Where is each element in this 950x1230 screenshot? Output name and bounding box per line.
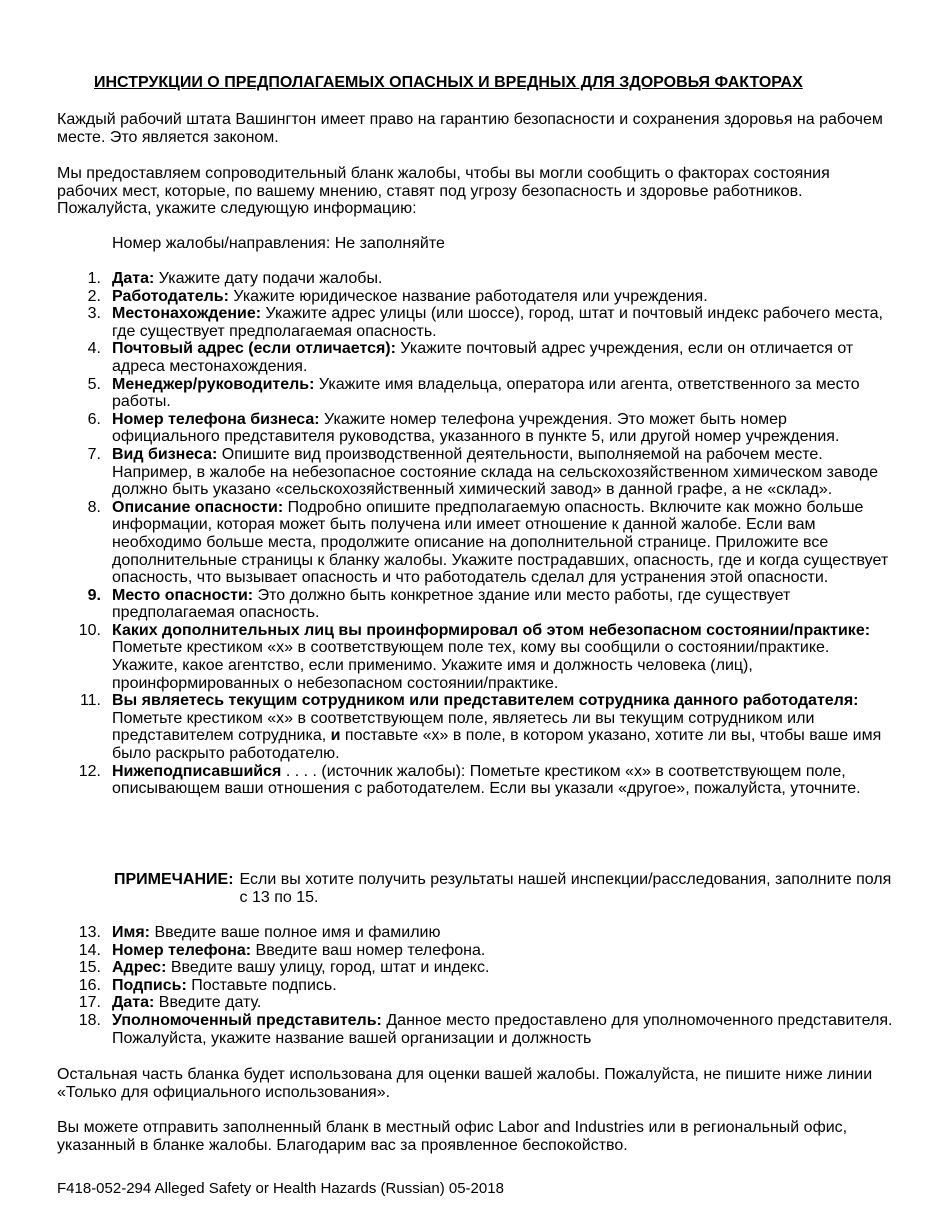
instructions-list (57, 270, 897, 798)
item-number: 10. (78, 621, 101, 639)
item-number: 11. (79, 692, 101, 710)
item-text: Опишите вид производственной деятельности, выполняемой на рабочем месте. Например, в жалобе на небезопасное состояние склада на сельскохозяйственном химическом заводе должно быть указано «сельскохозяйственный химический завод» в данной графе, а не «склад». (112, 445, 879, 499)
list-item (57, 692, 897, 762)
item-text: Введите вашу улицу, город, штат и индекс. (166, 959, 490, 977)
item-number: 2. (87, 287, 101, 305)
item-text: Введите ваше полное имя и фамилию (150, 924, 441, 941)
item-text: Укажите дату подачи жалобы. (154, 270, 383, 287)
list-item (57, 942, 897, 960)
item-label: Нижеподписавшийся (112, 762, 282, 780)
item-text: Укажите почтовый адрес учреждения, если он отличается от адреса местонахождения. (112, 340, 854, 375)
item-label: Имя: (112, 924, 150, 941)
item-number: 12. (78, 762, 101, 780)
item-text: Укажите адрес улицы (или шоссе), город, штат и почтовый индекс рабочего места, где существует предполагаемая опасность. (112, 305, 883, 340)
item-label: Уполномоченный представитель: (112, 1011, 382, 1029)
item-text: Укажите юридическое название работодателя или учреждения. (228, 287, 708, 305)
item-label: Работодатель: (112, 287, 229, 305)
note-label: ПРИМЕЧАНИЕ: (114, 871, 234, 888)
page-title: ИНСТРУКЦИИ О ПРЕДПОЛАГАЕМЫХ ОПАСНЫХ И ВРЕДНЫХ ДЛЯ ЗДОРОВЬЯ ФАКТОРАХ (94, 74, 803, 91)
item-number: 15. (78, 959, 101, 977)
item-label: Адрес: (112, 959, 167, 977)
instructions-paragraph: Мы предоставляем сопроводительный бланк жалобы, чтобы вы могли сообщить о факторах состояния рабочих мест, которые, по вашему мнению, ставят под угрозу безопасность и здоровье работников. Пожалуйста, укажите следующую информацию: (57, 165, 830, 218)
list-item (57, 763, 897, 798)
list-item (57, 924, 897, 942)
item-label: Номер телефона бизнеса: (112, 410, 320, 428)
item-number: 4. (87, 340, 101, 358)
list-item (57, 288, 897, 306)
list-item (57, 622, 897, 692)
item-label: Вы являетесь текущим сотрудником или представителем сотрудника данного работодателя: (112, 692, 859, 710)
item-label: Почтовый адрес (если отличается): (112, 340, 396, 358)
item-label: Местонахождение: (112, 305, 262, 323)
submission-paragraph: Вы можете отправить заполненный бланк в местный офис Labor and Industries или в региональный офис, указанный в бланке жалобы. Благодарим вас за проявленное беспокойство. (57, 1119, 848, 1154)
item-text: Данное место предоставлено для уполномоченного представителя. Пожалуйста, укажите название вашей организации и должность (112, 1011, 893, 1047)
item-label: Номер телефона: (112, 941, 252, 959)
item-label: Дата: (112, 994, 155, 1012)
note-text: Если вы хотите получить результаты нашей инспекции/расследования, заполните поля с 13 по 15. (239, 871, 892, 906)
item-text: Пометьте крестиком «x» в соответствующем поле, являетесь ли вы текущим сотрудником или представителем сотрудника, (112, 709, 815, 745)
item-label: Место опасности: (112, 586, 254, 604)
list-item (57, 270, 897, 288)
list-item (57, 411, 897, 446)
item-number: 6. (87, 410, 101, 428)
item-label: Описание опасности: (112, 498, 284, 516)
list-item (57, 340, 897, 375)
item-text: Введите ваш номер телефона. (251, 941, 486, 959)
list-item (57, 994, 897, 1012)
item-number: 8. (87, 498, 101, 516)
item-label: Менеджер/руководитель: (112, 375, 315, 393)
list-item (57, 376, 897, 411)
item-text: Укажите номер телефона учреждения. Это может быть номер официального представителя руководства, указанного в пункте 5, или другой номер учреждения. (112, 410, 840, 446)
item-text: Подробно опишите предполагаемую опасность. Включите как можно больше информации, которая может быть получена или имеет отношение к данной жалобе. Если вам необходимо больше места, продолжите описание на дополнительной странице. Приложите все дополнительные страницы к бланку жалобы. Укажите пострадавших, опасность, где и когда существует опасность, что вызывает опасность и что работодатель сделал для устранения этой опасности. (112, 498, 889, 587)
item-text-emphasis: и (330, 727, 341, 745)
item-number: 7. (87, 445, 101, 463)
item-number: 5. (87, 375, 101, 393)
list-item (57, 305, 897, 340)
outro-paragraph: Остальная часть бланка будет использована для оценки вашей жалобы. Пожалуйста, не пишите ниже линии «Только для официального использования». (57, 1066, 873, 1101)
item-label: Каких дополнительных лиц вы проинформировал об этом небезопасном состоянии/практике: (112, 621, 871, 639)
item-label: Вид бизнеса: (112, 445, 218, 463)
item-number: 14. (78, 941, 101, 959)
item-number: 17. (78, 994, 101, 1012)
note-block (114, 871, 894, 906)
item-number: 13. (78, 924, 101, 941)
contact-instructions-list (57, 924, 897, 1047)
item-text: . . . . (источник жалобы): Пометьте крестиком «x» в соответствующем поле, описывающем ваши отношения с работодателем. Если вы указали «другое», пожалуйста, уточните. (112, 762, 861, 798)
item-number: 3. (87, 305, 101, 323)
list-item (57, 499, 897, 587)
complaint-number-line: Номер жалобы/направления: Не заполняйте (112, 235, 445, 252)
item-number: 1. (87, 270, 101, 287)
form-footer: F418-052-294 Alleged Safety or Health Hazards (Russian) 05-2018 (57, 1180, 504, 1197)
list-item (57, 1012, 897, 1047)
intro-paragraph: Каждый рабочий штата Вашингтон имеет право на гарантию безопасности и сохранения здоровья на рабочем месте. Это является законом. (57, 111, 883, 146)
item-text: Пометьте крестиком «x» в соответствующем поле тех, кому вы сообщили о состоянии/практике. Укажите, какое агентство, если применимо. Укажите имя и должность человека (лиц), проинформированных о небезопасном состоянии/практике. (112, 639, 830, 692)
list-item (57, 959, 897, 977)
item-label: Дата: (112, 270, 155, 287)
item-number: 16. (78, 976, 101, 994)
item-text: Укажите имя владельца, оператора или агента, ответственного за место работы. (112, 375, 860, 411)
item-number: 18. (78, 1011, 101, 1029)
item-text: поставьте «x» в поле, в котором указано, хотите ли вы, чтобы ваше имя было раскрыто работодателю. (112, 727, 882, 763)
list-item (57, 977, 897, 995)
item-text: Это должно быть конкретное здание или место работы, где существует предполагаемая опасность. (112, 586, 791, 622)
item-text: Введите дату. (154, 994, 262, 1012)
item-label: Подпись: (112, 976, 187, 994)
item-text: Поставьте подпись. (186, 976, 337, 994)
list-item (57, 446, 897, 499)
list-item (57, 587, 897, 622)
item-number: 9. (87, 586, 101, 604)
